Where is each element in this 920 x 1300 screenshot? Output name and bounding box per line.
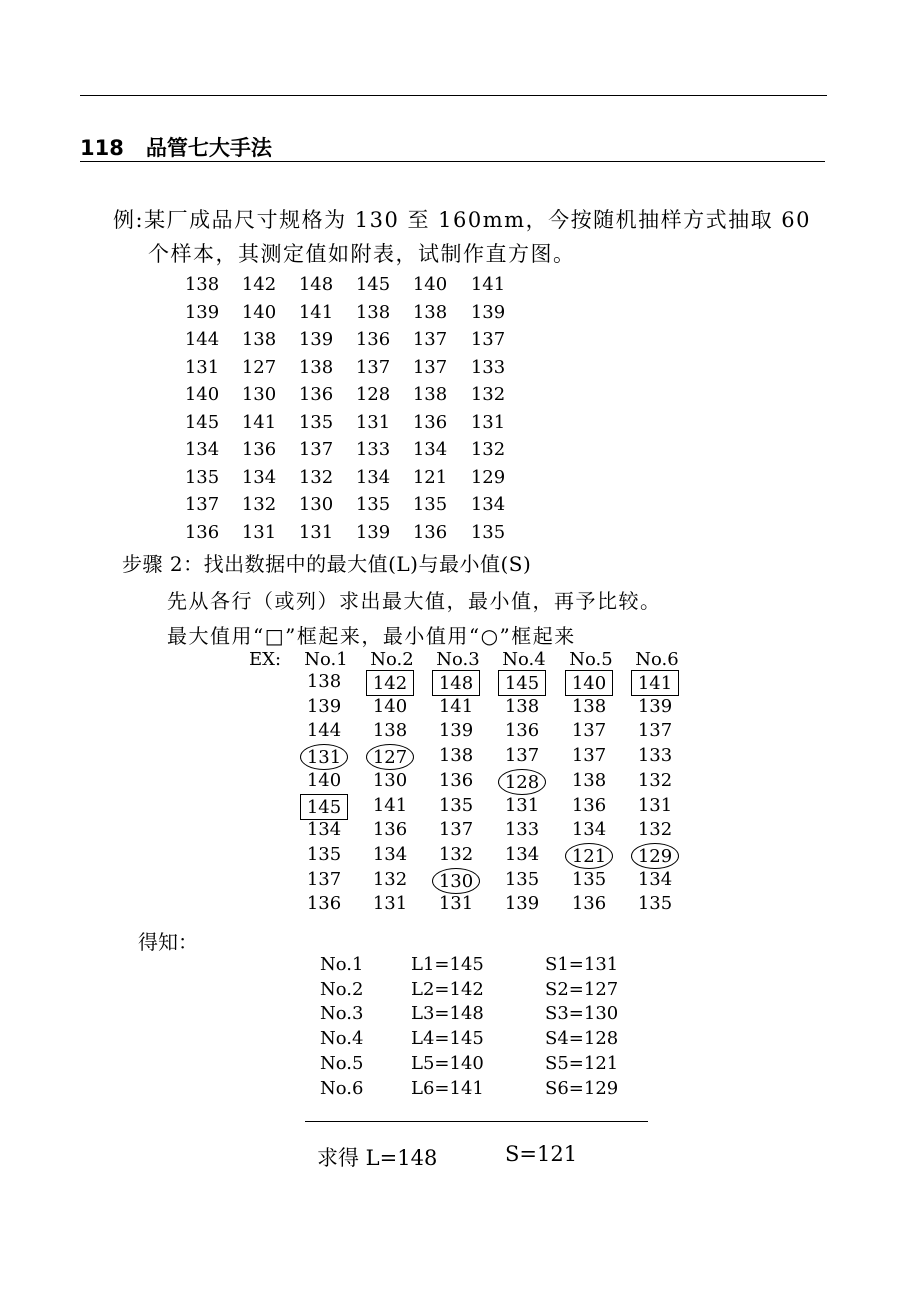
result-col-name: No.2 xyxy=(320,978,364,1000)
example-cell: 139 xyxy=(306,695,342,717)
example-cell: 137 xyxy=(571,720,607,742)
data-cell: 140 xyxy=(184,384,220,405)
data-cell: 128 xyxy=(355,384,391,405)
example-cell-min: 128 xyxy=(498,769,546,795)
example-cell: 134 xyxy=(504,843,540,865)
example-cell: 138 xyxy=(571,695,607,717)
data-cell: 131 xyxy=(184,356,220,378)
data-cell: 145 xyxy=(355,274,391,295)
example-cell: 139 xyxy=(637,695,673,717)
example-cell: 132 xyxy=(637,819,673,841)
data-cell: 138 xyxy=(298,356,334,378)
example-cell: 133 xyxy=(504,819,540,841)
page-header xyxy=(80,132,272,162)
example-cell: 139 xyxy=(504,893,540,915)
result-col-name: No.6 xyxy=(320,1077,364,1099)
intro-line-1: 例:某厂成品尺寸规格为 130 至 160mm，今按随机抽样方式抽取 60 xyxy=(113,208,811,232)
data-cell: 136 xyxy=(355,329,391,350)
example-cell: 139 xyxy=(438,720,474,742)
step2-line-1: 先从各行（或列）求出最大值，最小值，再予比较。 xyxy=(167,589,662,613)
page-title: 品管七大手法 xyxy=(145,136,272,160)
result-max: L4=145 xyxy=(411,1028,484,1050)
result-max: L6=141 xyxy=(411,1077,484,1099)
data-cell: 134 xyxy=(355,466,391,488)
data-cell: 136 xyxy=(412,411,448,433)
example-cell: 131 xyxy=(637,794,673,816)
data-cell: 134 xyxy=(184,439,220,460)
data-cell: 136 xyxy=(241,439,277,460)
data-cell: 121 xyxy=(412,466,448,488)
data-cell: 131 xyxy=(470,411,506,433)
example-cell: 137 xyxy=(504,745,540,767)
final-L: 求得 L=148 xyxy=(317,1146,438,1170)
example-column-header: No.5 xyxy=(569,649,613,670)
data-cell: 136 xyxy=(298,384,334,405)
data-cell: 134 xyxy=(241,466,277,488)
data-cell: 139 xyxy=(184,301,220,323)
data-cell: 138 xyxy=(412,384,448,405)
data-cell: 141 xyxy=(470,274,506,295)
data-cell: 138 xyxy=(412,301,448,323)
example-cell: 135 xyxy=(438,794,474,816)
example-cell: 135 xyxy=(637,893,673,915)
result-col-name: No.1 xyxy=(320,954,364,975)
summary-rule xyxy=(305,1121,648,1122)
data-cell: 137 xyxy=(412,356,448,378)
example-cell-max: 141 xyxy=(631,670,679,696)
example-cell-max: 142 xyxy=(366,670,414,696)
example-cell: 134 xyxy=(571,819,607,841)
data-cell: 134 xyxy=(412,439,448,460)
data-cell: 133 xyxy=(355,439,391,460)
data-cell: 135 xyxy=(470,521,506,543)
data-cell: 135 xyxy=(184,466,220,488)
data-cell: 141 xyxy=(241,411,277,433)
data-cell: 130 xyxy=(298,494,334,515)
example-cell-max: 140 xyxy=(565,670,613,696)
result-min: S4=128 xyxy=(545,1028,619,1050)
data-cell: 131 xyxy=(298,521,334,543)
data-cell: 131 xyxy=(355,411,391,433)
example-column-header: No.6 xyxy=(635,649,679,670)
example-cell: 136 xyxy=(571,794,607,816)
example-cell-min: 121 xyxy=(565,843,613,869)
data-cell: 139 xyxy=(470,301,506,323)
page-number: 118 xyxy=(80,136,124,160)
example-cell-max: 145 xyxy=(498,670,546,696)
example-cell: 136 xyxy=(438,769,474,791)
step2-title: 步骤 2：找出数据中的最大值(L)与最小值(S) xyxy=(122,552,532,576)
result-min: S2=127 xyxy=(545,978,619,1000)
example-cell: 138 xyxy=(372,720,408,742)
example-cell: 144 xyxy=(306,720,342,742)
data-cell: 135 xyxy=(355,494,391,515)
data-cell: 135 xyxy=(298,411,334,433)
example-cell: 140 xyxy=(306,769,342,791)
example-label: EX: xyxy=(249,649,282,670)
data-cell: 132 xyxy=(470,384,506,405)
example-cell: 137 xyxy=(438,819,474,841)
example-cell-max: 145 xyxy=(300,794,348,820)
example-cell: 138 xyxy=(306,671,342,692)
example-cell: 135 xyxy=(504,868,540,890)
result-max: L1=145 xyxy=(411,954,484,975)
example-cell-min: 131 xyxy=(300,744,348,770)
example-cell: 138 xyxy=(438,745,474,767)
example-cell: 132 xyxy=(637,769,673,791)
example-cell: 133 xyxy=(637,745,673,767)
data-cell: 130 xyxy=(241,384,277,405)
step2-line-2: 最大值用“□”框起来，最小值用“○”框起来 xyxy=(167,624,576,648)
result-min: S6=129 xyxy=(545,1077,619,1099)
data-cell: 132 xyxy=(470,439,506,460)
data-cell: 140 xyxy=(241,301,277,323)
header-rule xyxy=(80,161,825,162)
final-S: S=121 xyxy=(505,1142,578,1166)
data-cell: 137 xyxy=(355,356,391,378)
data-cell: 127 xyxy=(241,356,277,378)
example-cell: 141 xyxy=(438,695,474,717)
data-cell: 129 xyxy=(470,466,506,488)
data-cell: 141 xyxy=(298,301,334,323)
data-cell: 140 xyxy=(412,274,448,295)
data-cell: 134 xyxy=(470,494,506,515)
data-cell: 139 xyxy=(355,521,391,543)
example-cell-min: 127 xyxy=(366,744,414,770)
result-col-name: No.4 xyxy=(320,1028,364,1050)
data-cell: 145 xyxy=(184,411,220,433)
example-cell: 131 xyxy=(438,893,474,915)
example-column-header: No.3 xyxy=(436,649,480,670)
example-cell: 136 xyxy=(306,893,342,915)
data-cell: 135 xyxy=(412,494,448,515)
data-cell: 148 xyxy=(298,274,334,295)
example-cell: 136 xyxy=(372,819,408,841)
result-col-name: No.3 xyxy=(320,1003,364,1025)
result-min: S5=121 xyxy=(545,1052,619,1074)
example-cell-min: 130 xyxy=(432,868,480,894)
example-cell: 140 xyxy=(372,695,408,717)
example-column-header: No.2 xyxy=(370,649,414,670)
example-column-header: No.4 xyxy=(502,649,546,670)
example-cell: 138 xyxy=(504,695,540,717)
example-cell: 141 xyxy=(372,794,408,816)
example-cell: 134 xyxy=(306,819,342,841)
data-cell: 139 xyxy=(298,329,334,350)
example-cell: 137 xyxy=(306,868,342,890)
example-cell: 137 xyxy=(571,745,607,767)
intro-line-2: 个样本，其测定值如附表，试制作直方图。 xyxy=(148,242,576,266)
data-cell: 132 xyxy=(298,466,334,488)
example-cell: 136 xyxy=(504,720,540,742)
example-cell: 132 xyxy=(438,843,474,865)
example-cell: 134 xyxy=(637,868,673,890)
result-max: L2=142 xyxy=(411,978,484,1000)
data-cell: 131 xyxy=(241,521,277,543)
example-cell: 138 xyxy=(571,769,607,791)
data-cell: 136 xyxy=(412,521,448,543)
data-cell: 137 xyxy=(470,329,506,350)
data-cell: 133 xyxy=(470,356,506,378)
example-cell-max: 148 xyxy=(432,670,480,696)
example-column-header: No.1 xyxy=(304,649,348,670)
result-max: L5=140 xyxy=(411,1052,484,1074)
example-cell: 131 xyxy=(372,893,408,915)
data-cell: 132 xyxy=(241,494,277,515)
example-cell: 131 xyxy=(504,794,540,816)
data-cell: 137 xyxy=(184,494,220,515)
data-cell: 138 xyxy=(241,329,277,350)
example-cell: 136 xyxy=(571,893,607,915)
result-col-name: No.5 xyxy=(320,1052,364,1074)
data-cell: 136 xyxy=(184,521,220,543)
result-min: S1=131 xyxy=(545,954,619,975)
data-cell: 142 xyxy=(241,274,277,295)
data-cell: 137 xyxy=(412,329,448,350)
example-cell: 137 xyxy=(637,720,673,742)
data-cell: 137 xyxy=(298,439,334,460)
example-cell: 135 xyxy=(571,868,607,890)
example-cell-min: 129 xyxy=(631,843,679,869)
data-cell: 138 xyxy=(355,301,391,323)
result-label: 得知： xyxy=(138,930,198,954)
example-cell: 135 xyxy=(306,843,342,865)
data-cell: 138 xyxy=(184,274,220,295)
example-cell: 132 xyxy=(372,868,408,890)
result-min: S3=130 xyxy=(545,1003,619,1025)
example-cell: 134 xyxy=(372,843,408,865)
result-max: L3=148 xyxy=(411,1003,484,1025)
top-rule xyxy=(80,95,827,96)
example-cell: 130 xyxy=(372,769,408,791)
data-cell: 144 xyxy=(184,329,220,350)
